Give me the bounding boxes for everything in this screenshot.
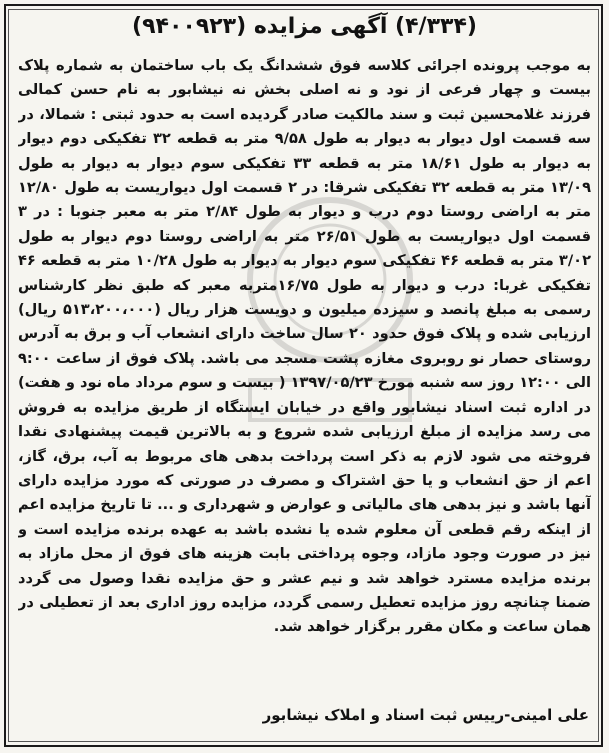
notice-body: به موجب پرونده اجرائی کلاسه فوق ششدانگ یک باب ساختمان به شماره پلاک بیست و چهار فرعی از نود و نه اصلی بخش نه نیشابور به نام حسن کمالی فرزند غلامحسین ثبت و سند مالکیت صادر گردیده است به حدود ثبتی : شمالا، در سه قسمت اول دیوار به دیوار به طول ۹/۵۸ متر به قطعه ۳۲ تفکیکی دوم دیوار به دیوار به طول ۱۸/۶۱ متر به قطعه ۳۳ تفکیکی سوم دیوار به دیوار به طول ۱۳/۰۹ متر به قطعه ۳۲ تفکیکی شرقا: در ۲ قسمت اول دیواریست به طول ۱۲/۸۰ متر به اراضی روستا دوم درب و دیوار به طول ۲/۸۴ متر به معبر جنوبا : در ۳ قسمت اول دیواریست به طول ۲۶/۵۱ متر به اراضی روستا دوم دیوار به طول ۳/۰۲ متر به قطعه ۴۶ تفکیکی سوم دیوار به دیوار به طول ۱۰/۲۸ متر به قطعه ۴۶ تفکیکی غربا: درب و دیوار به طول ۱۶/۷۵متربه معبر که طبق نظر کارشناس رسمی به مبلغ پانصد و سیزده میلیون و دویست هزار ریال (۵۱۳،۲۰۰،۰۰۰ ریال) ارزیابی شده و پلاک فوق حدود ۲۰ سال ساخت دارای انشعاب آب و برق به آدرس روستای حصار نو روبروی مغازه پشت مسجد می باشد. پلاک فوق از ساعت ۹:۰۰ الی ۱۲:۰۰ روز سه شنبه مورخ ۱۳۹۷/۰۵/۲۳ ( بیست و سوم مرداد ماه نود و هفت) در اداره ثبت اسناد نیشابور واقع در خیابان ایستگاه از طریق مزایده به فروش می رسد مزایده از مبلغ ارزیابی شده شروع و به بالاترین قیمت پیشنهادی نقدا فروخته می شود لازم به ذکر است پرداخت بدهی های مربوط به آب، برق، گاز، اعم از حق انشعاب و یا حق اشتراک و مصرف در صورتی که مورد مزایده دارای آنها باشد و نیز بدهی های مالیاتی و عوارض و شهرداری و ... تا تاریخ مزایده اعم از اینکه رقم قطعی آن معلوم شده یا نشده باشد به عهده برنده مزایده است و نیز در صورت وجود مازاد، وجوه پرداختی بابت هزینه های فوق از محل مازاد به برنده مزایده مسترد خواهد شد و نیم عشر و حق مزایده نقدا وصول می گردد ضمنا چنانچه روز مزایده تعطیل رسمی گردد، مزایده روز اداری بعد از تعطیلی در همان ساعت و مکان مقرر برگزار خواهد شد. bbox=[18, 57, 591, 636]
notice-title: (۴/۳۳۴) آگهی مزایده (۹۴۰۰۹۲۳) bbox=[132, 14, 477, 39]
notice-signature: علی امینی-رییس ثبت اسناد و املاک نیشابور bbox=[262, 706, 589, 724]
